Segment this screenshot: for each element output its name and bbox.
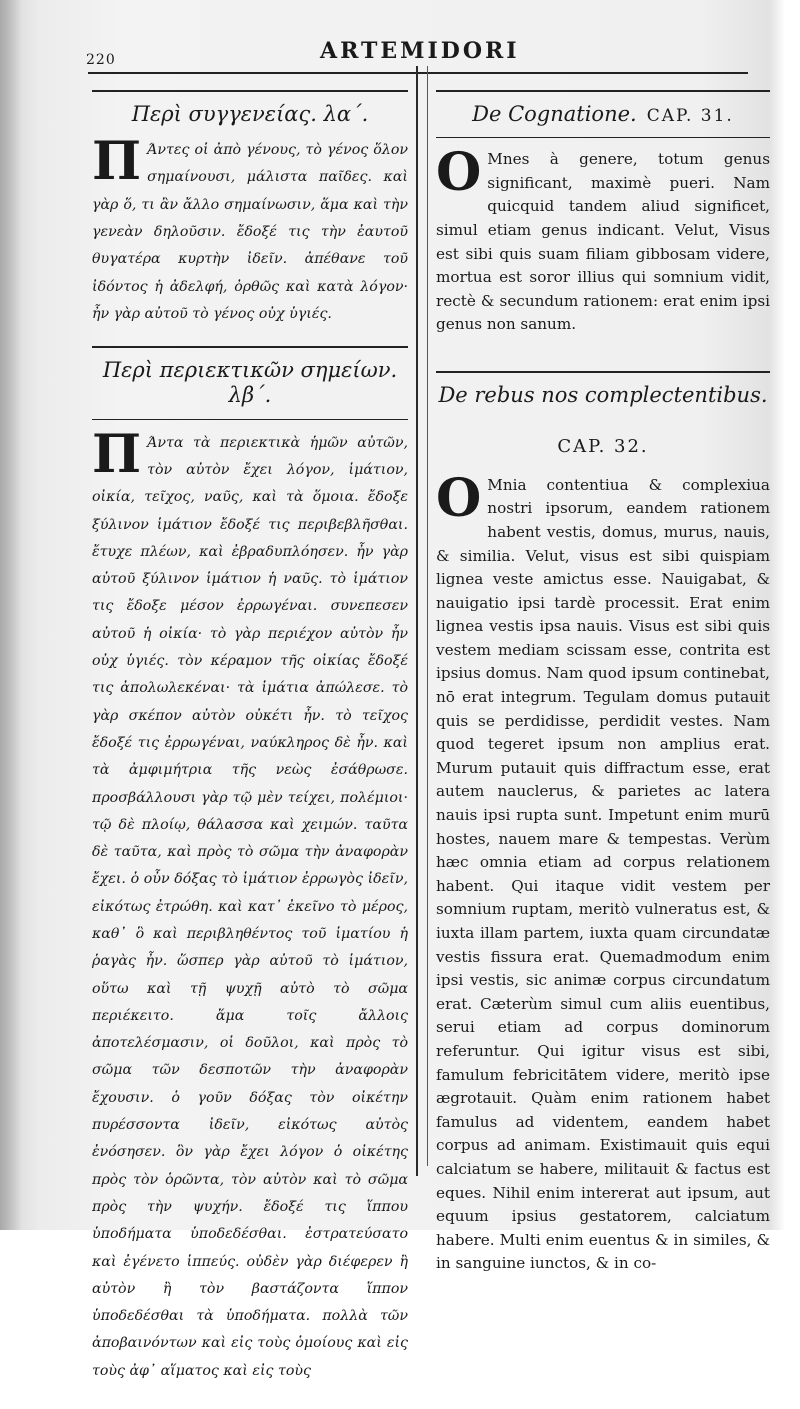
section-heading (436, 102, 770, 127)
section-heading: De rebus nos complectentibus. (438, 382, 768, 407)
section-body (92, 423, 408, 1385)
section-body (92, 131, 408, 328)
latin-column (436, 90, 770, 1300)
page-number: 220 (86, 52, 116, 68)
drop-cap: Π (92, 131, 142, 193)
section-rule (92, 419, 408, 420)
drop-cap: O (436, 467, 482, 529)
running-head: ARTEMIDORI (320, 38, 520, 64)
section-rule (436, 371, 770, 373)
greek-section-32 (92, 346, 408, 1385)
section-text: Mnes à genere, totum genus significant, maximè pueri. Nam quicquid tandem aliud significet, simul etiam genus indicant. Velut, Visus est sibi quis suam filiam gibbosam videre, mortua est soror illius qui somnium vidit, rectè & secundum rationem: erat enim ipsi genus non sanum. (436, 150, 770, 334)
column-divider-inner (427, 66, 428, 1166)
section-body (436, 467, 770, 1276)
section-text: Άντα τὰ περιεκτικὰ ἡμῶν αὐτῶν, τὸν αὐτὸν ἔχει λόγον, ἱμάτιον, οἰκία, τεῖχος, ναῦς, καὶ τὰ ὅμοια. ἔδοξε ξύλινον ἱμάτιον ἔδοξέ τις περιβεβλῆσθαι. ἔτυχε πλέων, καὶ ἐβραδυπλόησεν. ἦν γὰρ αὐτοῦ ξύλινον ἱμάτιον ἡ ναῦς. τὸ ἱμάτιον τις ἔδοξε μέσον ἐρρωγέναι. συνεπεσεν αὐτοῦ ἡ οἰκία· τὸ γὰρ περιέχον αὐτὸν ἦν οὐχ ὑγιές. τὸν κέραμον τῆς οἰκίας ἔδοξέ τις ἀπολωλεκέναι· τὰ ἱμάτια ἀπώλεσε. τὸ γὰρ σκέπον αὐτὸν οὐκέτι ἦν. τὸ τεῖχος ἔδοξέ τις ἐρρωγέναι, ναύκληρος δὲ ἦν. καὶ τὰ ἀμφιμήτρια τῆς νεὼς ἐσάθρωσε. προσβάλλουσι γὰρ τῷ μὲν τείχει, πολέμιοι· τῷ δὲ πλοίῳ, θάλασσα καὶ χειμών. ταῦτα δὲ ταῦτα, καὶ πρὸς τὸ σῶμα τὴν ἀναφορὰν ἔχει. ὁ οὖν δόξας τὸ ἱμάτιον ἐρρωγὸς ἰδεῖν, εἰκότως ἐτρώθη. καὶ κατ᾽ ἐκεῖνο τὸ μέρος, καθ᾽ ὃ καὶ περιβληθέντος τοῦ ἱματίου ἡ ῥαγὰς ἦν. ὥσπερ γὰρ αὐτοῦ τὸ ἱμάτιον, οὕτω καὶ τῇ ψυχῇ αὐτὸ τὸ σῶμα περιέκειτο. ἅμα τοῖς ἄλλοις ἀποτελέσμασιν, οἱ δοῦλοι, καὶ πρὸς τὸ σῶμα τῶν δεσποτῶν τὴν ἀναφορὰν ἔχουσιν. ὁ γοῦν δόξας τὸν οἰκέτην πυρέσσοντα ἰδεῖν, εἰκότως αὐτὸς ἐνόσησεν. ὃν γὰρ ἔχει λόγον ὁ οἰκέτης πρὸς τὸν ὁρῶντα, τὸν αὐτὸν καὶ τὸ σῶμα πρὸς τὴν ψυχήν. ἔδοξέ τις ἵππου ὑποδήματα ὑποδεδέσθαι. ἐστρατεύσατο καὶ ἐγένετο ἱππεύς. οὐδὲν γὰρ διέφερεν ἢ αὐτὸν ἢ τὸν βαστάζοντα ἵππον ὑποδεδέσθαι τὰ ὑποδήματα. πολλὰ τῶν ἀποβαινόντων καὶ εἰς τοὺς ὁμοίους καὶ εἰς τοὺς ἀφ᾽ αἵματος καὶ εἰς τοὺς (92, 434, 408, 1379)
section-rule (92, 346, 408, 348)
section-text: Mnia contentiua & complexiua nostri ipsorum, eandem rationem habent vestis, domus, murus, nauis, & similia. Velut, visus est sibi quispiam lignea veste amictus esse. Nauigabat, & nauigatio ipsi tardè processit. Erat enim lignea vestis ipsa nauis. Visus est sibi quis vestem mediam scissam esse, contrita est ipsius domus. Nam quod ipsum continebat, nō erat integrum. Tegulam domus putauit quis se perdidisse, perdidit vestes. Nam quod tegeret ipsum non amplius erat. Murum putauit quis diffractum esse, erat autem nauclerus, & parietes ac latera nauis ipsi rupta sunt. Impetunt enim murū hostes, nauem mare & tempestas. Verùm hæc omnia etiam ad corpus relationem habent. Qui itaque vidit vestem per somnium ruptam, meritò vulneratus est, & iuxta illam partem, iuxta quam circundatæ vestis fissura erat. Quemadmodum enim ipsi vestis, sic animæ corpus circundatum erat. Cæterùm simul cum aliis euentibus, serui etiam ad corpus dominorum referuntur. Qui igitur visus est sibi, famulum febricitātem videre, meritò ipse ægrotauit. Quàm enim rationem habet famulus ad videntem, eandem habet corpus ad animam. Existimauit quis equi calciatum se habere, militauit & factus est eques. Nihil enim intererat aut ipsum, aut equum ipsius gestatorem, calciatum habere. Multi enim euentus & in similes, & in sanguine iunctos, & in co- (436, 475, 770, 1273)
greek-section-31 (92, 90, 408, 328)
drop-cap: O (436, 142, 482, 204)
top-rule (88, 72, 748, 74)
latin-section-32 (436, 371, 770, 1276)
page-gutter-shadow (0, 0, 22, 1230)
chapter-label: CAP. 32. (557, 436, 649, 458)
section-heading: Περὶ περιεκτικῶν σημείων. λβ´. (102, 358, 398, 408)
section-heading: Περὶ συγγενείας. λα´. (131, 102, 369, 126)
latin-section-31 (436, 90, 770, 337)
drop-cap: Π (92, 423, 142, 485)
section-rule (436, 137, 770, 138)
column-divider (416, 66, 418, 1176)
section-rule (92, 90, 408, 92)
section-rule (436, 90, 770, 92)
section-title: De Cognatione. (472, 102, 637, 126)
section-body (436, 142, 770, 337)
chapter-label: CAP. 31. (646, 106, 734, 126)
greek-column (92, 90, 408, 1409)
section-text: Άντες οἱ ἀπὸ γένους, τὸ γένος ὅλον σημαίνουσι, μάλιστα παῖδες. καὶ γὰρ ὅ, τι ἂν ἄλλο σημαίνωσιν, ἅμα καὶ τὴν γενεὰν δηλοῦσιν. ἔδοξέ τις τὴν ἑαυτοῦ θυγατέρα κυρτὴν ἰδεῖν. ἀπέθανε τοῦ ἰδόντος ἡ ἀδελφή, ὀρθῶς καὶ κατὰ λόγον· ἦν γὰρ αὐτοῦ τὸ γένος οὐχ ὑγιές. (92, 142, 408, 322)
